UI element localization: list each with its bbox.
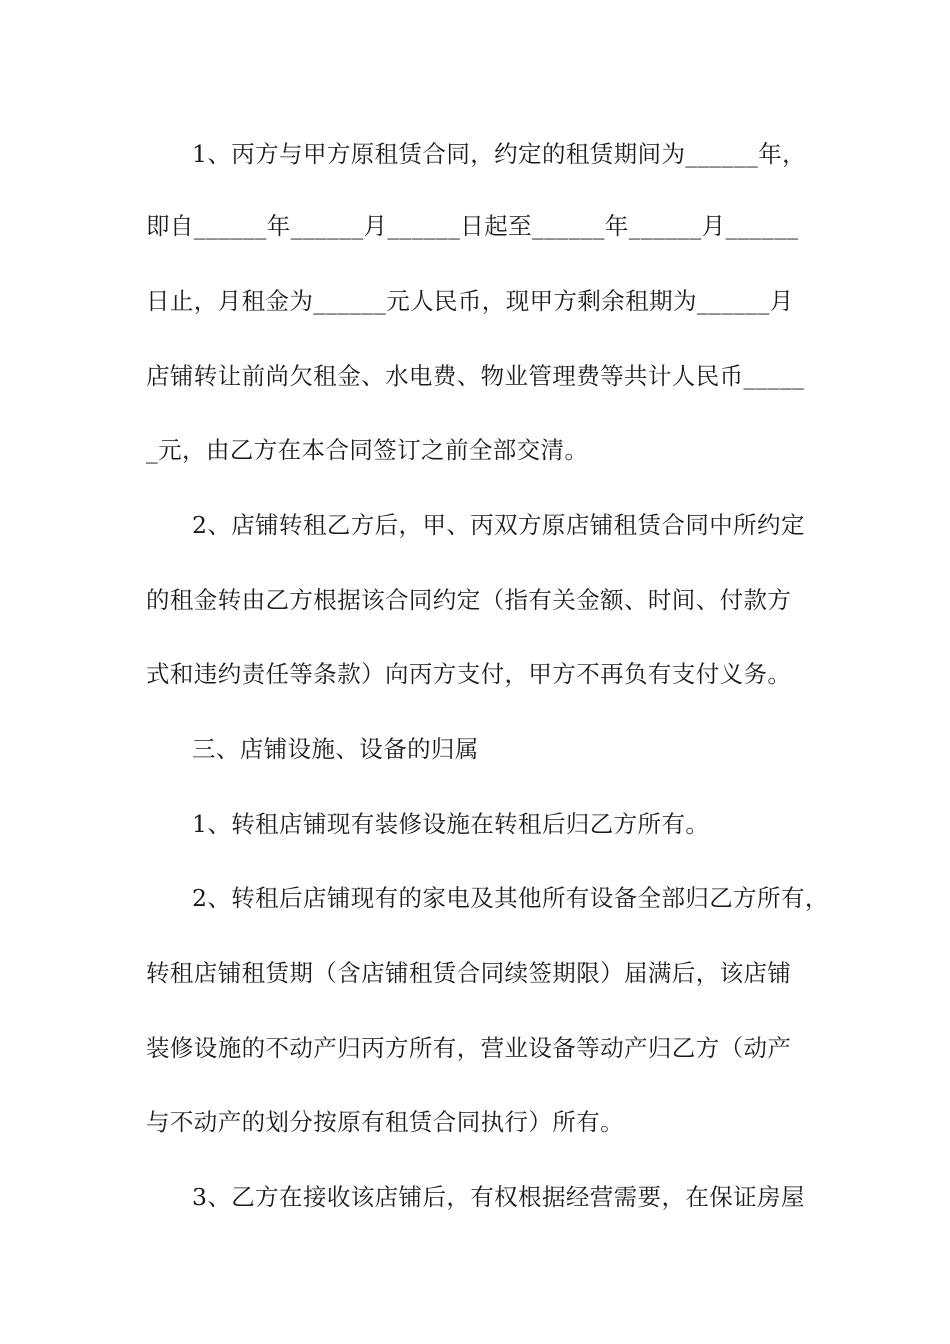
section-3-clause-2-line-2: 转租店铺租赁期（含店铺租赁合同续签期限）届满后，该店铺 bbox=[146, 959, 792, 987]
clause-2-line-3: 式和违约责任等条款）向丙方支付，甲方不再负有支付义务。 bbox=[146, 660, 792, 688]
clause-2-line-2: 的租金转由乙方根据该合同约定（指有关金额、时间、付款方 bbox=[146, 586, 792, 614]
clause-2-line-1: 2、店铺转租乙方后，甲、丙双方原店铺租赁合同中所约定 bbox=[192, 511, 805, 539]
clause-1-line-4: 店铺转让前尚欠租金、水电费、物业管理费等共计人民币_____ bbox=[146, 362, 805, 390]
section-3-clause-3-line-1: 3、乙方在接收该店铺后，有权根据经营需要，在保证房屋 bbox=[192, 1183, 805, 1211]
clause-1-line-3: 日止，月租金为______元人民币，现甲方剩余租期为______月 bbox=[146, 287, 794, 315]
section-3-clause-2-line-3: 装修设施的不动产归丙方所有，营业设备等动产归乙方（动产 bbox=[146, 1034, 792, 1062]
clause-1-line-2: 即自______年______月______日起至______年______月______ bbox=[146, 212, 799, 240]
section-3-heading: 三、店铺设施、设备的归属 bbox=[192, 735, 479, 763]
section-3-clause-2-line-1: 2、转租后店铺现有的家电及其他所有设备全部归乙方所有， bbox=[192, 884, 829, 912]
section-3-clause-2-line-4: 与不动产的划分按原有租赁合同执行）所有。 bbox=[146, 1108, 624, 1136]
clause-1-line-5: _元，由乙方在本合同签订之前全部交清。 bbox=[146, 436, 589, 464]
clause-1-line-1: 1、丙方与甲方原租赁合同，约定的租赁期间为______年， bbox=[192, 140, 807, 168]
section-3-clause-1: 1、转租店铺现有装修设施在转租后归乙方所有。 bbox=[192, 810, 710, 838]
